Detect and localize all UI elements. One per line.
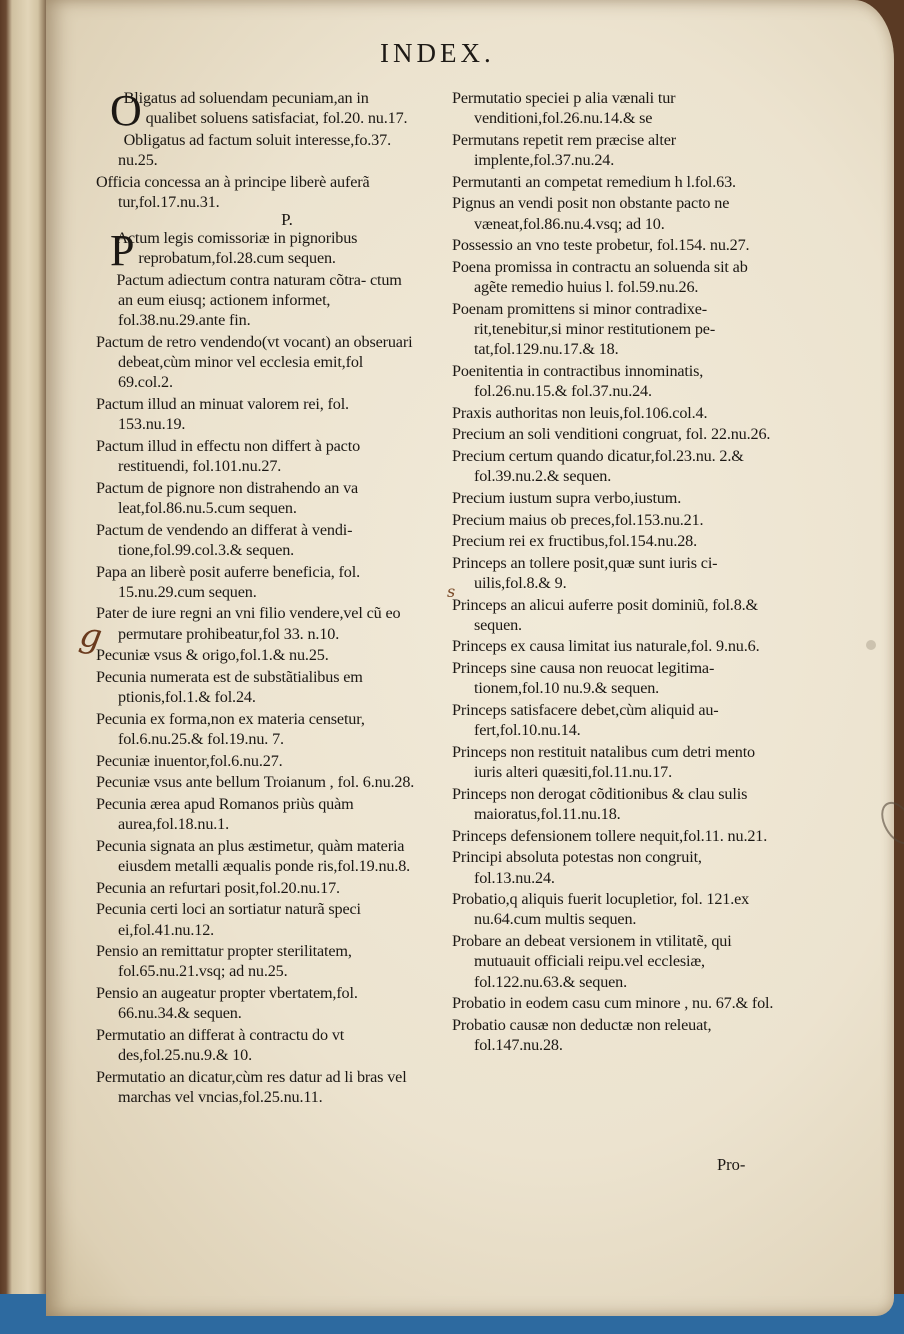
index-entry bbox=[452, 446, 774, 487]
index-entry bbox=[452, 658, 774, 699]
index-entry-text: Poena promissa in contractu an soluenda sit ab agẽte remedio huius l. fol.59.nu.26. bbox=[452, 257, 748, 297]
index-entry bbox=[96, 1025, 418, 1066]
index-entry-text: Precium an soli venditioni congruat, fol. 22.nu.26. bbox=[452, 425, 771, 444]
index-entry bbox=[452, 636, 774, 656]
index-entry-text: Princeps an alicui auferre posit dominiũ, fol.8.& sequen. bbox=[452, 595, 758, 634]
index-entry bbox=[96, 332, 418, 393]
index-entry-text: Pactum illud in effectu non differt à pacto restituendi, fol.101.nu.27. bbox=[96, 436, 361, 476]
index-entry bbox=[452, 299, 774, 360]
index-entry bbox=[96, 270, 418, 331]
index-entry-text: Officia concessa an à principe liberè auferã tur,fol.17.nu.31. bbox=[96, 172, 370, 212]
index-entry bbox=[96, 772, 418, 792]
index-entry bbox=[452, 1015, 774, 1056]
index-entry bbox=[96, 436, 418, 477]
index-entry bbox=[452, 700, 774, 741]
index-entry-text: Probare an debeat versionem in vtilitatẽ, qui mutuauit officiali reipu.vel ecclesiæ, fol.122.nu.63.& sequen. bbox=[452, 932, 732, 991]
index-entry-text: Princeps defensionem tollere nequit,fol.11. nu.21. bbox=[452, 826, 768, 845]
drop-initial: O bbox=[110, 86, 142, 135]
index-entry-text: Pactum adiectum contra naturam cõtra- ctum an eum eiusq; actionem informet, fol.38.nu.29.ante fin. bbox=[116, 270, 402, 330]
index-entry bbox=[96, 172, 418, 213]
paper-stain bbox=[866, 640, 876, 650]
index-entry bbox=[452, 993, 774, 1013]
running-head: INDEX. bbox=[380, 38, 495, 68]
index-entry bbox=[96, 520, 418, 561]
index-entry-text: Precium certum quando dicatur,fol.23.nu. 2.& fol.39.nu.2.& sequen. bbox=[452, 447, 744, 486]
index-entry-text: Pecuniæ vsus ante bellum Troianum , fol. 6.nu.28. bbox=[96, 773, 415, 792]
index-entry bbox=[96, 645, 418, 665]
book-gutter bbox=[0, 0, 48, 1334]
index-entry-text: Princeps sine causa non reuocat legitima- tionem,fol.10 nu.9.& sequen. bbox=[452, 659, 715, 698]
index-entry-text: Permutans repetit rem præcise alter implente,fol.37.nu.24. bbox=[452, 130, 676, 170]
index-entry-text: Papa an liberè posit auferre beneficia, fol. 15.nu.29.cum sequen. bbox=[96, 562, 360, 601]
index-entry-text: Princeps an tollere posit,quæ sunt iuris ci- uilis,fol.8.& 9. bbox=[452, 553, 718, 592]
index-entry bbox=[96, 751, 418, 771]
index-entry bbox=[452, 889, 774, 930]
index-entry bbox=[452, 361, 774, 402]
index-entry bbox=[96, 394, 418, 435]
catchword: Pro- bbox=[717, 1155, 746, 1174]
index-entry-text: Pactum de retro vendendo(vt vocant) an obseruari debeat,cùm minor vel ecclesia emit,fol 69.col.2. bbox=[96, 332, 413, 392]
drop-initial: P bbox=[110, 225, 135, 275]
index-entry-text: Pecunia signata an plus æstimetur, quàm materia eiusdem metalli æqualis ponde ris,fol.19.nu.8. bbox=[96, 836, 411, 876]
index-entry-text: Permutanti an competat remedium h l.fol.63. bbox=[452, 172, 736, 191]
index-entry-text: Bligatus ad soluendam pecuniam,an in qualibet soluens satisfaciat, fol.20. nu.17. bbox=[123, 89, 408, 128]
index-entry bbox=[452, 742, 774, 783]
index-entry bbox=[452, 595, 774, 636]
index-entry-text: Poenam promittens si minor contradixe- rit,tenebitur,si minor restitutionem pe- tat,fol.129.nu.17.& 18. bbox=[452, 299, 716, 359]
index-entry-text: Pensio an remittatur propter sterilitatem, fol.65.nu.21.vsq; ad nu.25. bbox=[96, 942, 352, 981]
right-index-column bbox=[452, 88, 774, 1057]
index-entry bbox=[452, 784, 774, 825]
index-entry bbox=[452, 931, 774, 992]
index-entry bbox=[452, 531, 774, 551]
index-entry bbox=[452, 130, 774, 171]
index-entry bbox=[96, 899, 418, 940]
letter-heading: P. bbox=[281, 209, 293, 229]
index-entry-text: Pater de iure regni an vni filio vendere,vel cũ eo permutare prohibeatur,fol 33. n.10. bbox=[96, 604, 401, 643]
index-entry-text: Possessio an vno teste probetur, fol.154. nu.27. bbox=[452, 236, 750, 255]
index-entry bbox=[452, 488, 774, 508]
index-entry-text: Princeps non restituit natalibus cum detri mento iuris alteri quæsiti,fol.11.nu.17. bbox=[452, 742, 756, 782]
index-entry-text: Obligatus ad factum soluit interesse,fo.37. nu.25. bbox=[118, 130, 391, 170]
index-entry bbox=[96, 478, 418, 519]
index-entry bbox=[452, 235, 774, 255]
index-entry bbox=[452, 826, 774, 846]
index-entry bbox=[96, 878, 418, 898]
index-entry bbox=[452, 172, 774, 192]
index-entry-text: Poenitentia in contractibus innominatis, fol.26.nu.15.& fol.37.nu.24. bbox=[452, 361, 704, 401]
index-entry bbox=[96, 562, 418, 603]
index-entry bbox=[96, 667, 418, 708]
index-entry-text: Permutatio an differat à contractu do vt des,fol.25.nu.9.& 10. bbox=[96, 1025, 345, 1065]
index-entry-text: Permutatio speciei p alia vænali tur venditioni,fol.26.nu.14.& se bbox=[452, 89, 676, 128]
index-entry bbox=[96, 86, 418, 135]
index-entry-text: Probatio causæ non deductæ non releuat, fol.147.nu.28. bbox=[452, 1015, 712, 1055]
index-entry-text: Princeps ex causa limitat ius naturale,fol. 9.nu.6. bbox=[452, 637, 760, 656]
left-index-column bbox=[96, 88, 418, 1109]
index-entry bbox=[96, 983, 418, 1024]
index-entry-text: Pignus an vendi posit non obstante pacto ne væneat,fol.86.nu.4.vsq; ad 10. bbox=[452, 194, 730, 233]
index-entry-text: Pecunia ærea apud Romanos priùs quàm aurea,fol.18.nu.1. bbox=[96, 794, 354, 834]
index-entry-text: Precium rei ex fructibus,fol.154.nu.28. bbox=[452, 532, 698, 551]
index-entry-text: Precium maius ob preces,fol.153.nu.21. bbox=[452, 510, 704, 529]
page-corner-wear bbox=[834, 0, 894, 80]
paper-stain-ring bbox=[874, 796, 904, 850]
index-entry-text: Praxis authoritas non leuis,fol.106.col.4. bbox=[452, 403, 708, 422]
index-entry bbox=[452, 424, 774, 444]
index-entry-text: Permutatio an dicatur,cùm res datur ad li bras vel marchas vel vncias,fol.25.nu.11. bbox=[96, 1067, 407, 1107]
index-entry-text: Pensio an augeatur propter vbertatem,fol. 66.nu.34.& sequen. bbox=[96, 984, 358, 1023]
index-entry-text: Pecuniæ inuentor,fol.6.nu.27. bbox=[96, 751, 283, 770]
index-entry bbox=[452, 88, 774, 129]
index-entry-text: Precium iustum supra verbo,iustum. bbox=[452, 488, 682, 507]
index-entry bbox=[452, 847, 774, 888]
handwritten-margin-mark: g bbox=[76, 614, 106, 658]
index-entry bbox=[96, 794, 418, 835]
index-entry bbox=[452, 553, 774, 594]
index-entry bbox=[96, 709, 418, 750]
index-entry-text: Pecunia numerata est de substãtialibus em ptionis,fol.1.& fol.24. bbox=[96, 667, 363, 707]
index-entry bbox=[96, 225, 418, 275]
index-entry bbox=[452, 403, 774, 423]
index-entry-text: Principi absoluta potestas non congruit, fol.13.nu.24. bbox=[452, 848, 702, 887]
index-entry bbox=[96, 836, 418, 877]
index-entry-text: Princeps satisfacere debet,cùm aliquid au- fert,fol.10.nu.14. bbox=[452, 700, 719, 740]
index-entry-text: Pecuniæ vsus & origo,fol.1.& nu.25. bbox=[96, 646, 329, 665]
index-entry-text: Pecunia certi loci an sortiatur naturã speci ei,fol.41.nu.12. bbox=[96, 900, 361, 939]
index-entry-text: Pactum de vendendo an differat à vendi- tione,fol.99.col.3.& sequen. bbox=[96, 520, 353, 559]
index-entry-text: Actum legis comissoriæ in pignoribus reprobatum,fol.28.cum sequen. bbox=[116, 228, 358, 267]
index-entry bbox=[452, 193, 774, 234]
index-entry bbox=[96, 1067, 418, 1108]
index-entry-text: Pactum de pignore non distrahendo an va leat,fol.86.nu.5.cum sequen. bbox=[96, 478, 359, 518]
index-entry-text: Princeps non derogat cõditionibus & clau sulis maioratus,fol.11.nu.18. bbox=[452, 784, 748, 824]
index-entry-text: Pecunia an refurtari posit,fol.20.nu.17. bbox=[96, 878, 340, 897]
index-entry-text: Pecunia ex forma,non ex materia censetur, fol.6.nu.25.& fol.19.nu. 7. bbox=[96, 709, 365, 749]
index-entry-text: Probatio,q aliquis fuerit locupletior, fol. 121.ex nu.64.cum multis sequen. bbox=[452, 890, 750, 929]
index-entry bbox=[452, 257, 774, 298]
index-entry bbox=[96, 603, 418, 644]
index-entry bbox=[452, 510, 774, 530]
index-entry bbox=[96, 941, 418, 982]
index-entry-text: Pactum illud an minuat valorem rei, fol. 153.nu.19. bbox=[96, 394, 349, 434]
index-entry-text: Probatio in eodem casu cum minore , nu. 67.& fol. bbox=[452, 994, 774, 1013]
handwritten-margin-mark: s bbox=[447, 582, 456, 601]
index-entry bbox=[96, 130, 418, 171]
